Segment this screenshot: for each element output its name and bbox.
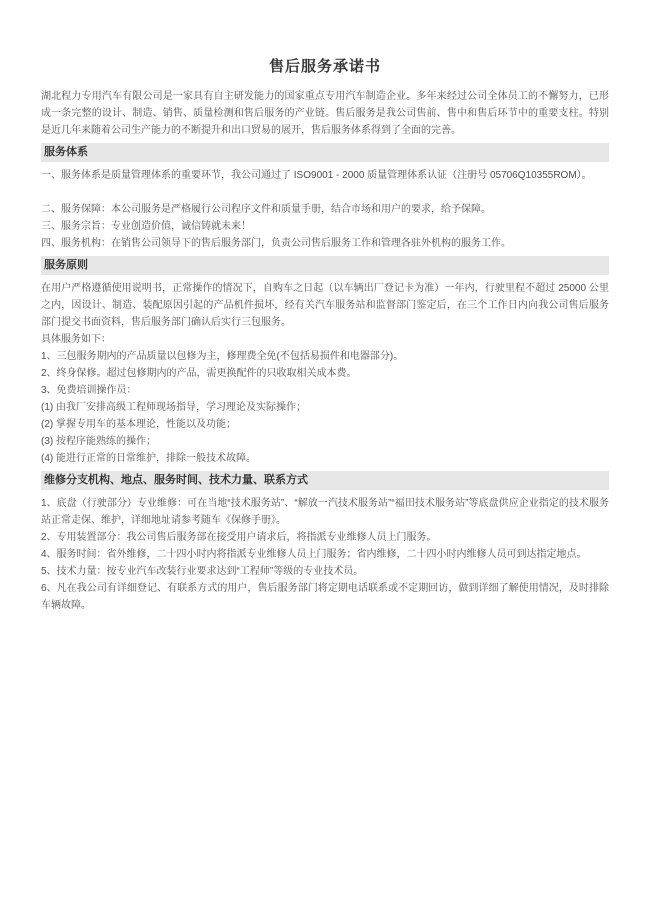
section-service-principles: [41, 256, 609, 467]
doc-line: 一、服务体系是质量管理体系的重要环节，我公司通过了 ISO9001 - 2000 质量管理体系认证（注册号 05706Q10355ROM）。: [41, 170, 592, 181]
intro-paragraph: 湖北程力专用汽车有限公司是一家具有自主研发能力的国家重点专用汽车制造企业。多年来经过公司全体员工的不懈努力，已形成一条完整的设计、制造、销售、质量检测和售后服务的产业链。售后服务是我公司售前、售中和售后环节中的重要支柱。特别是近几年来随着公司生产能力的不断提升和出口贸易的展开，售后服务体系得到了全面的完善。: [41, 91, 609, 136]
document-title: 售后服务承诺书: [268, 58, 381, 75]
section-heading-repair-branches: 维修分支机构、地点、服务时间、技术力量、联系方式: [41, 471, 609, 490]
doc-line: 6、凡在我公司有详细登记、有联系方式的用户，售后服务部门将定期电话联系或不定期回访，做到详细了解使用情况，及时排除车辆故障。: [41, 583, 609, 611]
doc-line: 三、服务宗旨：专业创造价值，诚信铸就未来！: [41, 221, 251, 232]
doc-line: 二、服务保障：本公司服务是严格履行公司程序文件和质量手册，结合市场和用户的要求，给予保障。: [41, 204, 491, 215]
doc-line: 四、服务机构：在销售公司领导下的售后服务部门，负责公司售后服务工作和管理各驻外机构的服务工作。: [41, 238, 511, 249]
doc-line: (2) 掌握专用车的基本理论，性能以及功能；: [41, 419, 236, 430]
doc-line: 2、专用装置部分：我公司售后服务部在接受用户请求后，将指派专业维修人员上门服务。: [41, 532, 437, 543]
doc-line: (1) 由我厂安排高级工程师现场指导，学习理论及实际操作；: [41, 402, 306, 413]
doc-line: 1、三包服务期内的产品质量以包修为主，修理费全免(不包括易损件和电器部分)。: [41, 351, 404, 362]
doc-line: (3) 按程序能熟练的操作；: [41, 436, 156, 447]
section-heading-service-system: 服务体系: [41, 143, 609, 162]
doc-line: 1、底盘（行驶部分）专业维修：可在当地“技术服务站”、“解放一汽技术服务站”“福田技术服务站”等底盘供应企业指定的技术服务站正常走保、维护，详细地址请参考随车《保修手册》。: [41, 498, 609, 526]
doc-line: (4) 能进行正常的日常维护，排除一般技术故障。: [41, 453, 256, 464]
doc-line: 2、终身保修。超过包修期内的产品，需更换配件的只收取相关成本费。: [41, 368, 357, 379]
doc-line: 3、免费培训操作员：: [41, 385, 137, 396]
doc-line: 4、服务时间：省外维修，二十四小时内将指派专业维修人员上门服务；省内维修，二十四小时内维修人员可到达指定地点。: [41, 549, 587, 560]
section-repair-branches: [41, 471, 609, 614]
section-heading-service-principles: 服务原则: [41, 256, 609, 275]
doc-line: 5、技术力量：按专业汽车改装行业要求达到“工程师”等级的专业技术员。: [41, 566, 364, 577]
section-service-system: [41, 143, 609, 252]
doc-line: 具体服务如下：: [41, 334, 111, 345]
doc-line: 在用户严格遵循使用说明书，正常操作的情况下，自购车之日起（以车辆出厂登记卡为准）一年内，行驶里程不超过 25000 公里之内，因设计、制造、装配原因引起的产品机件损坏，经有关汽车服务站和监督部门鉴定后，在三个工作日内向我公司售后服务部门提交书面资料，售后服务部门确认后实行三包服务。: [41, 283, 609, 328]
